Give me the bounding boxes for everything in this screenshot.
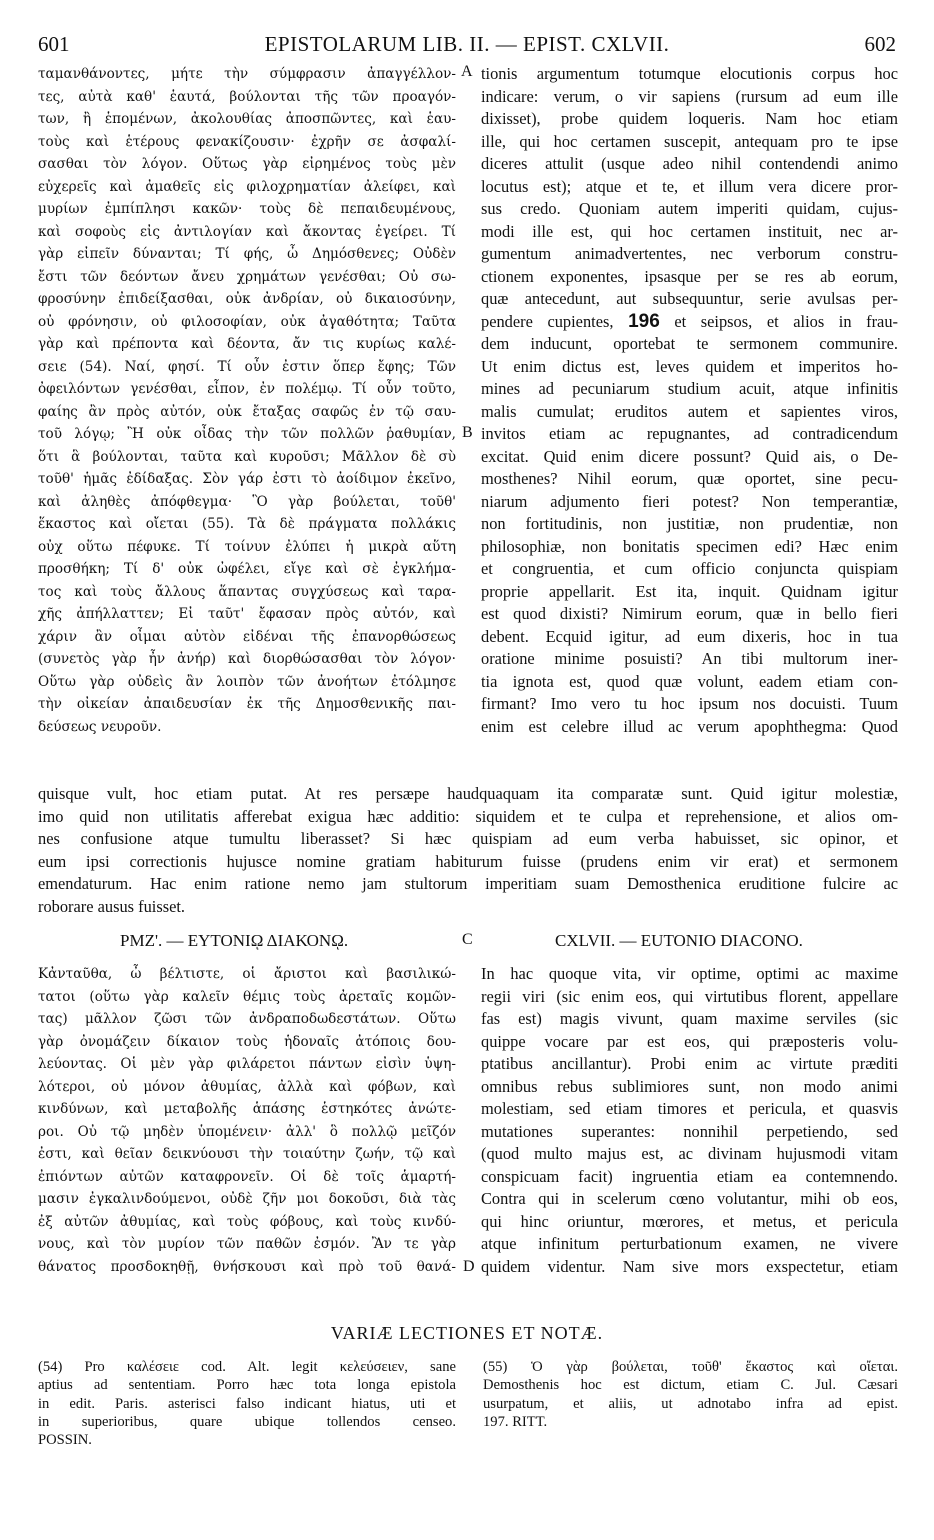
text-line: quæ antecedunt, aut subsequuntur, serie avulsas per- (481, 289, 898, 308)
text-line: (quod multo majus est, ac divinam hujusmodi vitam (481, 1144, 898, 1163)
text-line: τοῦ λόγῳ; Ἢ οὐκ οἶδας τὴν τῶν πολλῶν ῥαθυμίαν, (38, 426, 456, 442)
page-header (38, 32, 896, 60)
text-line: mosthenes? Nihil eorum, quæ oportet, sine pecu- (481, 469, 898, 488)
text-line: φαίης ἂν πρὸς αὐτόν, οὐκ ἔταξας σαφῶς ἐν τῷ σαυ- (38, 403, 456, 420)
text-line: pendere cupientes, 196 et seipsos, et alios in frau- (481, 310, 898, 332)
text-line: proprie appellarit. Est ita, inquit. Quidnam igitur (481, 581, 898, 601)
text-line: ἕκαστος καὶ οἴεται (55). Τὰ δὲ πράγματα πολλάκις (38, 516, 456, 532)
text-line: ille, qui hoc certamen suscepit, antequam pro te ipse (481, 131, 898, 151)
text-line: σειε (54). Ναί, φησί. Τί οὖν ἐστιν ὅπερ ἔφης; Τῶν (38, 358, 456, 375)
full-width-text (38, 783, 898, 918)
text-line: usurpatum, et aliis, ut adnotabo infra ad epist. (483, 1395, 898, 1412)
text-line: quidem videntur. Nam sive mors exspectetur, etiam (481, 1256, 898, 1276)
text-line: modi ille est, qui hoc certamen instituit, nec ar- (481, 221, 898, 241)
text-line: enim est celebre illud ac verum apophthegma: Quod (481, 716, 898, 736)
margin-marker-b: B (462, 424, 473, 441)
text-line: malis cumulat; eruditos autem et sapientes viros, (481, 401, 898, 421)
text-line: qui hinc oriuntur, mœrores, et metus, et pericula (481, 1211, 898, 1231)
text-line: in superioribus, quare ubique tollendos censeo. (38, 1413, 456, 1430)
footnote-55 (483, 1358, 898, 1431)
text-line: locutus est); atque et te, et illum vera dicere pror- (481, 176, 898, 196)
text-line: atque infinitum perturbationum examen, ne vivere (481, 1234, 898, 1253)
text-line: ὀφειλόντων γενέσθαι, εἶπον, ἐν πολέμῳ. Τί οὖν τοῦτο, (38, 381, 456, 397)
column-number: 196 (628, 310, 660, 332)
margin-marker-a: A (461, 63, 473, 80)
text-line: ἐξ αὐτῶν ἀθυμίας, καὶ τοὺς φόβους, καὶ τοὺς κινδύ- (38, 1213, 456, 1230)
text-line: molestiam, sed etiam timores et pericula, et quasvis (481, 1099, 898, 1118)
text-line: 197. RITT. (483, 1413, 548, 1430)
text-line: σασθαι τὸν λόγον. Οὕτως γὰρ εἰρημένος τοὺς μὲν (38, 156, 456, 172)
text-line: invitos etiam ac repugnantes, ad contradicendum (481, 424, 898, 443)
left-page-number: 601 (38, 32, 70, 56)
text-line: γὰρ ὀνομάζειν δίκαιον τοὺς ἡδοναῖς ἀτόποις δου- (38, 1033, 456, 1050)
text-line: non fortitudinis, non justitiæ, non prudentiæ, non (481, 514, 898, 533)
text-line: et congruentia, et cum officio conjuncta quispiam (481, 559, 898, 578)
text-line: γὰρ καὶ πρέποντα καὶ δέοντα, ἄν τις κυρίως καλέ- (38, 336, 456, 352)
margin-marker-d: D (463, 1258, 475, 1275)
text-line: eum ipsi correctionis hujusce nomine gratiam habiturum fuisse (prudens enim vir erat) et sermonem (38, 851, 898, 871)
greek-column-top (38, 63, 456, 738)
text-line: ptatibus ancillantur). Probi enim ac virtute præditi (481, 1054, 898, 1073)
text-line: (54) Pro καλέσειε cod. Alt. legit κελεύσειεν, sane (38, 1359, 456, 1375)
right-page-number: 602 (864, 32, 896, 56)
latin-letter-title: CXLVII. — EUTONIO DIACONO. (555, 931, 803, 950)
text-line: Κἀνταῦθα, ὦ βέλτιστε, οἱ ἄριστοι καὶ βασιλικώ- (38, 966, 456, 982)
text-line: τος καὶ τοὺς ἄλλους ἅπαντας συγχύσεως καὶ ταρα- (38, 583, 456, 600)
text-line: mutationes superantes: nonnihil perpetiendo, sed (481, 1121, 898, 1141)
text-line: in edit. Paris. asterisci falso indicant hiatus, uti et (38, 1395, 456, 1412)
text-line: μασιν ἐγκαλινδούμενοι, οὐδὲ ζῆν μοι δοκοῦσι, διὰ τὰς (38, 1191, 456, 1207)
text-line: καὶ ἀληθὲς ἀπόφθεγμα· Ὃ γὰρ βούλεται, τοῦθ' (38, 493, 456, 510)
text-line: προσθήκη; Τί δ' οὐκ ὠφέλει, εἴγε καὶ σὲ ἐγκλήμα- (38, 561, 456, 577)
text-line: λότεροι, οὐ μόνον ἀθυμίας, ἀλλὰ καὶ φόβων, καὶ (38, 1078, 456, 1095)
text-line: δεύσεως νευροῦν. (38, 718, 162, 735)
text-line: Contra qui in scelerum cœno volutantur, mihi ob eos, (481, 1189, 898, 1208)
text-line: οὐ φρόνησιν, οὐ φιλοσοφίαν, οὐκ ἀγαθότητα; Ταῦτα (38, 313, 456, 330)
text-line: εὐχερεῖς καὶ ἀμαθεῖς εἰς φιλοχρηματίαν ἀλείφει, καὶ (38, 178, 456, 195)
text-line: tionis argumentum totumque elocutionis corpus hoc (481, 64, 898, 83)
text-line: νους, καὶ τὸν μυρίον τῶν παθῶν ἐσμόν. Ἂν τε γὰρ (38, 1236, 456, 1252)
text-line: dixisset), probe quidem loqueris. Nam hoc etiam (481, 109, 898, 128)
text-line: quisque vult, hoc etiam putat. At res persæpe haudquaquam ita comparatæ sunt. Quid igitur molestiæ, (38, 784, 898, 803)
text-line: καὶ σοφοὺς εἰς ἀντιλογίαν καὶ ἄκοντας ἐγείρει. Τί (38, 223, 456, 240)
text-line: POSSIN. (38, 1432, 92, 1449)
text-line: quippe vocare par est eos, qui præposteris volu- (481, 1031, 898, 1051)
text-line: In hac quoque vita, vir optime, optimi ac maxime (481, 964, 898, 983)
text-line: nes confusione atque tumultu liberasset? Si hæc quispiam ad eum verba habuisset, sic opinor, et (38, 829, 898, 848)
text-line: τὴν οἰκείαν ἀπαιδευσίαν ἐκ τῆς Δημοσθενικῆς παι- (38, 696, 456, 712)
text-line: τες, αὐτὰ καθ' ἑαυτά, βούλονται τῆς τῶν προαγόν- (38, 88, 456, 105)
footnote-54 (38, 1358, 456, 1449)
text-line: λεύοντας. Οἱ μὲν γὰρ φιλάρετοι πάντων εἰσὶν ὑψη- (38, 1056, 456, 1072)
text-line: χάριν ἂν οἶμαι αὐτὸν εἰδέναι τῆς ἐπανορθώσεως (38, 628, 456, 645)
text-line: imo quid non utilitatis afferebat exigua hæc additio: siquidem et te culpa et reprehensione, et alios om- (38, 806, 898, 826)
text-line: niarum adjumento fieri potest? Non temperantiæ, (481, 491, 898, 511)
text-line: τοῦθ' ἡμᾶς ἐδίδαξας. Σὸν γάρ ἐστι τὸ ἀοίδιμον ἐκεῖνο, (38, 471, 456, 487)
text-line: ἔστι τῶν δεόντων ἄνευ χρημάτων γενέσθαι; Οὐ σω- (38, 268, 456, 285)
text-line: μυρίων ἐμπίπλησι κακῶν· τοὺς δὲ πεπαιδευμένους, (38, 201, 456, 217)
text-line: χῆς ἀπήλλαττεν; Εἰ ταῦτ' ἔφασαν πρὸς αὐτόν, καὶ (38, 606, 456, 622)
text-line: ἐστι, καὶ θεῖαν δεικνύουσι τὴν τοιαύτην ζωήν, τῷ καὶ (38, 1146, 456, 1162)
text-line: ροι. Οὐ τῷ μηδὲν ὑπομένειν· ἀλλ' ὃ πολλῷ μεῖζόν (38, 1123, 456, 1140)
text-line: οὐχ οὕτω πέφυκε. Τί τοίνυν ἐλύπει ἡ μικρὰ αὕτη (38, 538, 456, 555)
text-line: conspicuam facit) ingruentia etiam ea contemnendo. (481, 1166, 898, 1186)
latin-column-top (481, 63, 898, 738)
text-line: roborare ausus fuisset. (38, 896, 186, 916)
text-line: oratione minime posuisti? An tibi multorum iner- (481, 649, 898, 668)
text-line: debent. Ecquid igitur, ad eum dixeris, hoc in tua (481, 626, 898, 646)
text-line: Demosthenis hoc est dictum, etiam C. Jul. Cæsari (483, 1377, 898, 1394)
text-line: τας) μᾶλλον ζῶσι τῶν ἀνδραποδωδεστάτων. Οὕτω (38, 1011, 456, 1027)
text-line: diceres attulit (usque adeo nihil contendendi animo (481, 154, 898, 173)
text-line: (συνετὸς γὰρ ἦν ἀνήρ) καὶ διορθώσασθαι τὸν λόγον· (38, 651, 456, 667)
text-line: ταμανθάνοντες, μήτε τὴν σύμφρασιν ἀπαγγέλλον- (38, 66, 456, 82)
text-line: excitat. Quid enim dicere possunt? Quid ais, o De- (481, 446, 898, 466)
text-line: των, ἢ ἑπομένων, ἀκολουθίας ἀποσπῶντες, καὶ ἑαυ- (38, 111, 456, 127)
text-line: est quod dixisti? Nimirum eorum, quæ in bello fieri (481, 604, 898, 623)
text-line: (55) Ὁ γὰρ βούλεται, τοῦθ' ἕκαστος καὶ οἴεται. (483, 1359, 898, 1375)
text-line: φροσύνην ἐπιδείξασθαι, οὐκ ἀνδρίαν, οὐ δικαιοσύνην, (38, 291, 456, 307)
text-line: omnibus rebus sublimiores sunt, non modo animi (481, 1076, 898, 1096)
running-title: EPISTOLARUM LIB. II. — EPIST. CXLVII. (264, 32, 670, 56)
text-line: indicare: verum, o vir sapiens (rursum ad eum ille (481, 86, 898, 106)
text-line: dem inducunt, oportebat te sermonem communire. (481, 334, 898, 353)
latin-column-bottom (481, 963, 898, 1278)
text-line: gumentum animadvertentes, nec verborum constru- (481, 244, 898, 263)
text-line: regii viri (sic enim eos, qui virtutibus florent, appellare (481, 986, 898, 1006)
text-line: κινδύνων, καὶ μεταβολῆς ἁπάσης ἑστηκότες ἀνώτε- (38, 1101, 456, 1117)
text-line: philosophiæ, non bonitatis specimen edi? Hæc enim (481, 536, 898, 556)
margin-marker-c: C (462, 931, 473, 948)
text-line: fas est) magis vivunt, quam maxime serviles (sic (481, 1009, 898, 1028)
text-line: sus credo. Quoniam autem imperiti quidam, cujus- (481, 199, 898, 218)
greek-column-bottom (38, 963, 456, 1278)
text-line: ctionem exponentes, ipsasque per se res ab eorum, (481, 266, 898, 286)
text-line: ἐπιόντων αὐτῶν καταφρονεῖν. Οἱ δὲ τοῖς ἁμαρτή- (38, 1168, 456, 1185)
text-line: Ut enim dictus est, leves quidem et imperitos ho- (481, 356, 898, 376)
greek-letter-title: ΡΜΖ'. — ΕΥΤΟΝΙῼ ΔΙΑΚΟΝῼ. (120, 931, 349, 950)
notes-heading: VARIÆ LECTIONES ET NOTÆ. (330, 1323, 604, 1343)
text-line: Οὕτω γὰρ οὐδεὶς ἂν λοιπὸν τῶν ἀνοήτων ἐτόλμησε (38, 673, 456, 690)
text-line: emendaturum. Hac enim ratione nemo jam stultorum imperitiam suam Demosthenica eruditione fulcire ac (38, 874, 898, 893)
text-line: firmant? Imo vero tu hoc ipsum nos docuisti. Tuum (481, 694, 898, 713)
text-line: mines ad pecuniarum studium acuit, atque infinitis (481, 379, 898, 398)
text-line: tia ignota est, quod quæ volunt, eadem etiam con- (481, 671, 898, 691)
text-line: aptius ad sententiam. Porro hæc tota longa epistola (38, 1377, 456, 1394)
text-line: τατοι (οὕτω γὰρ καλεῖν θέμις τοὺς ἀρεταῖς κομῶν- (38, 988, 456, 1005)
text-line: γὰρ εἰπεῖν δύνανται; Τί φής, ὦ Δημόσθενες; Οὐδὲν (38, 246, 456, 262)
text-line: θάνατος προσδοκηθῇ, θνήσκουσι καὶ πρὸ τοῦ θανά- (38, 1258, 456, 1275)
text-line: τοὺς καὶ ἑτέρους φενακίζουσιν· ἐχρῆν σε ἀσφαλί- (38, 133, 456, 150)
text-line: ὅτι ἃ βούλονται, ταῦτα καὶ κυροῦσι; Μᾶλλον δὲ σὺ (38, 448, 456, 465)
